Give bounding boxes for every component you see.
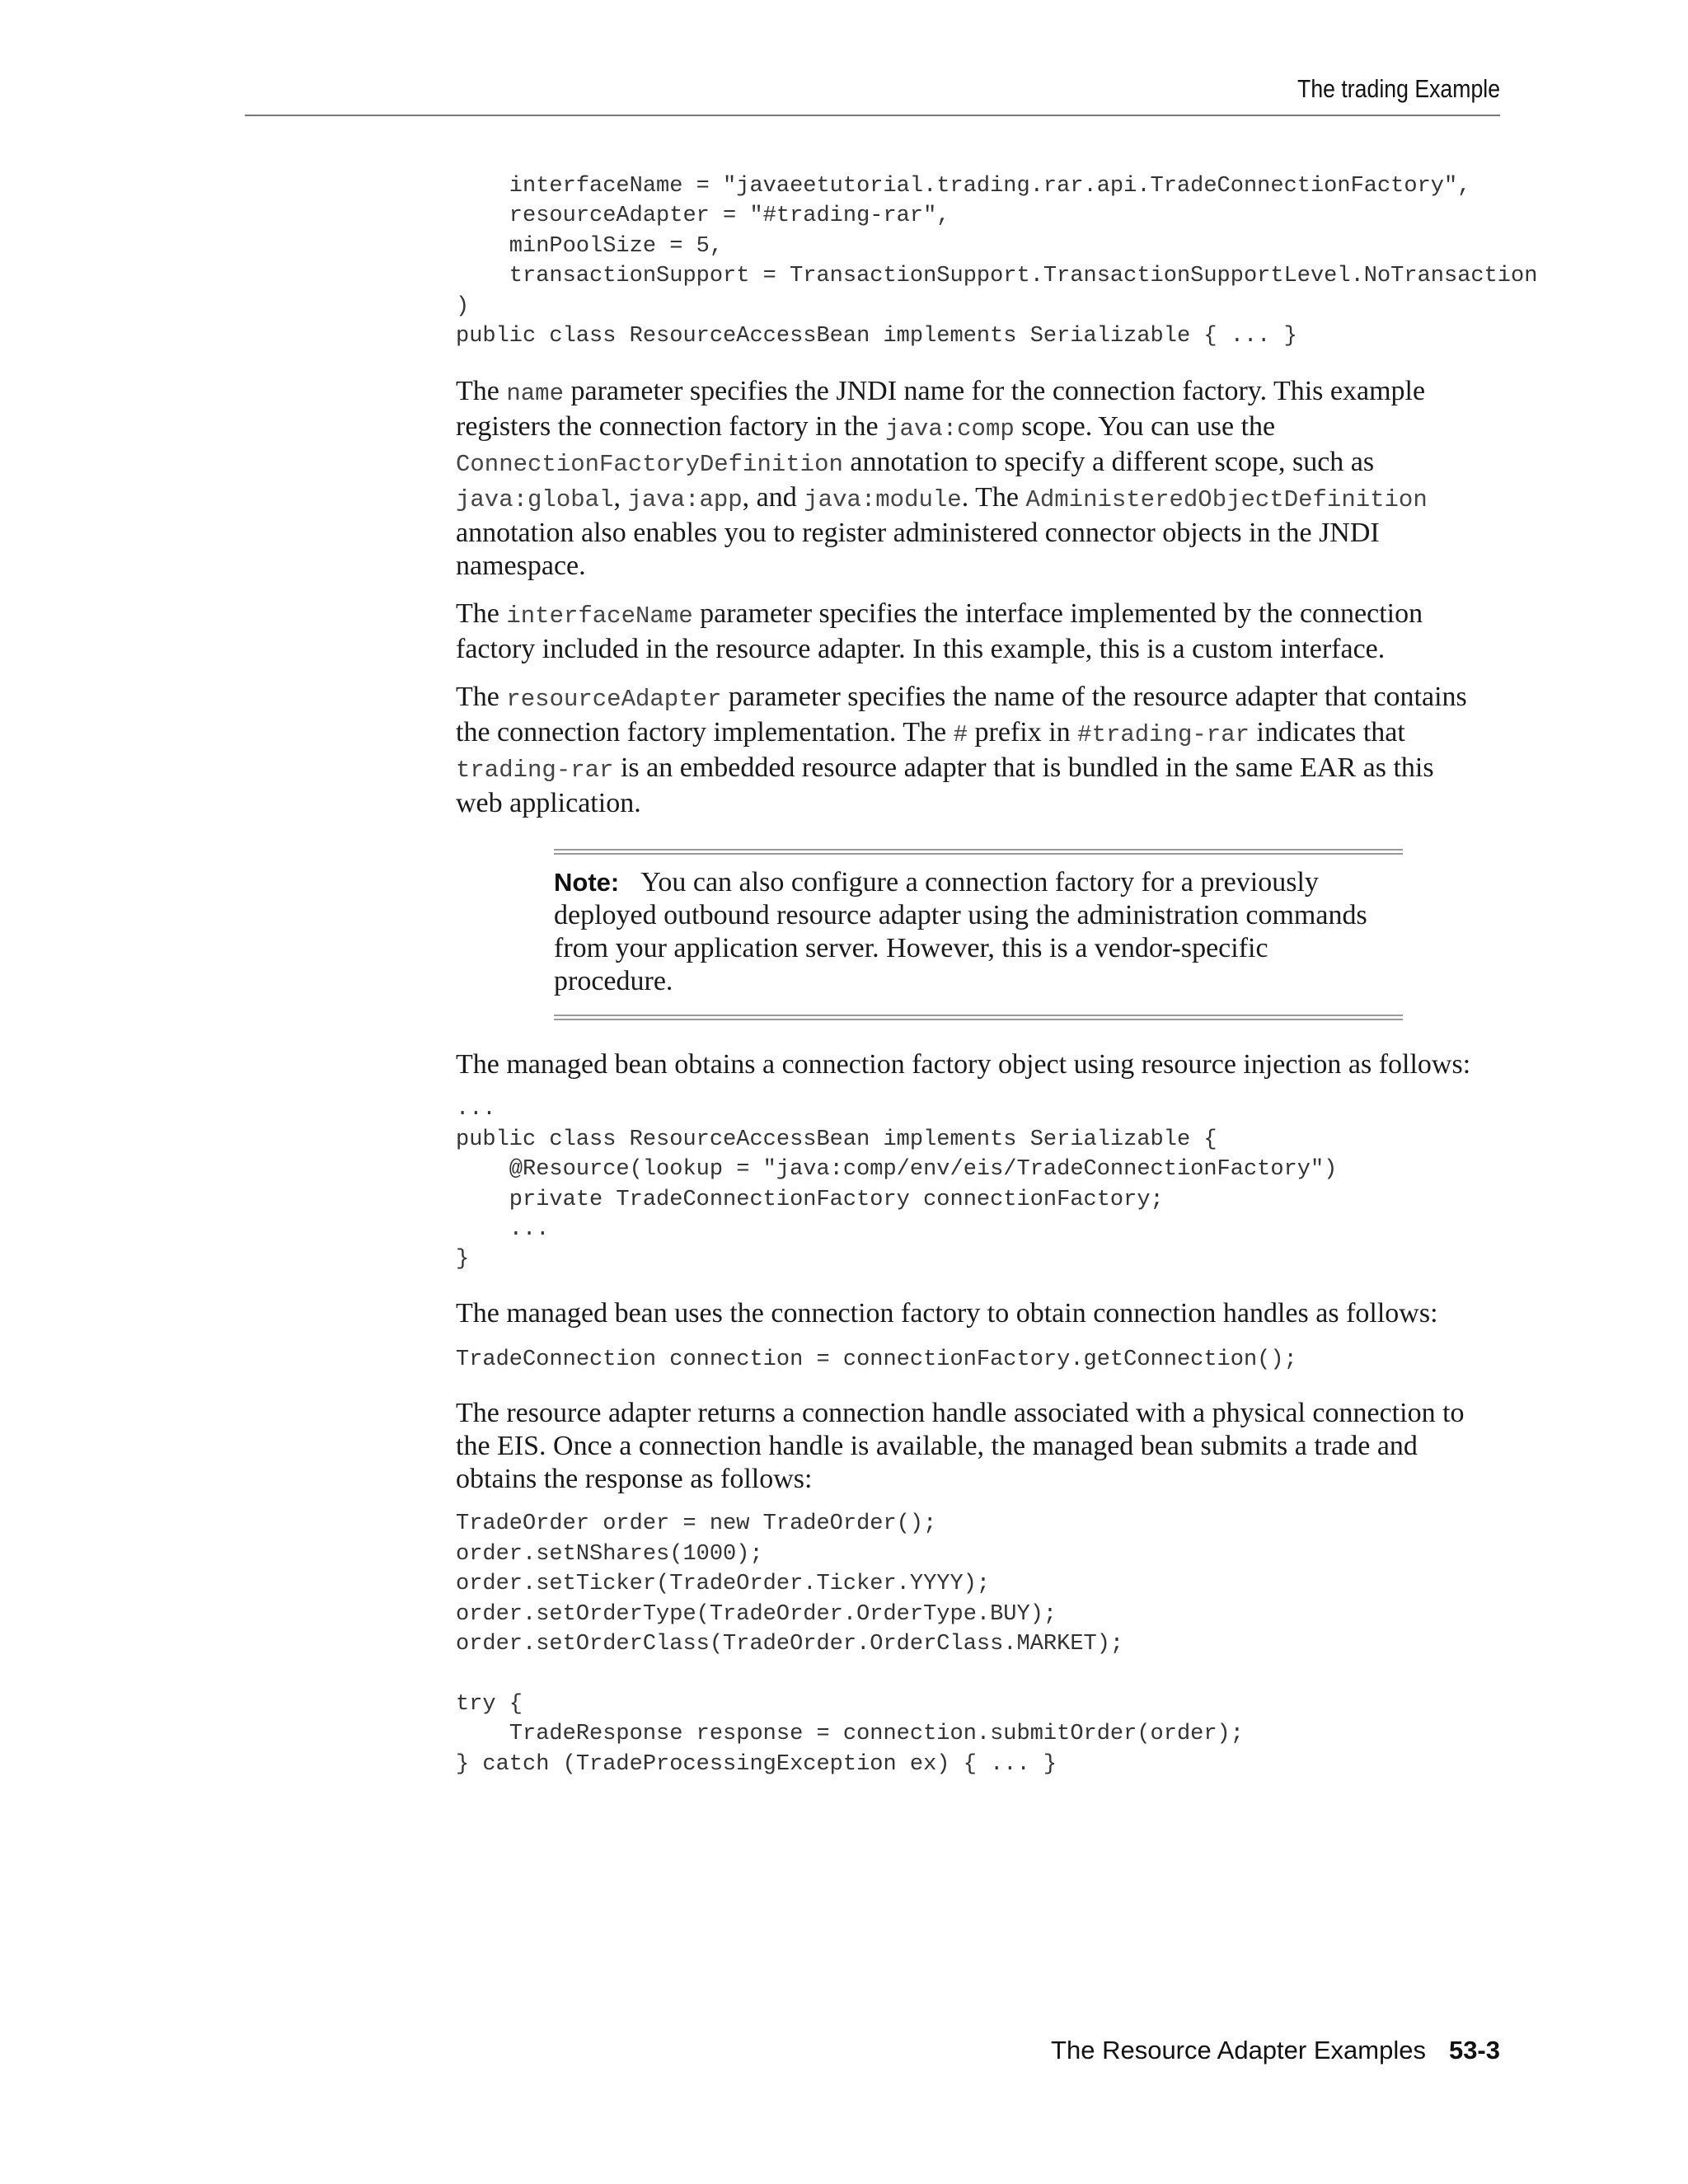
running-footer <box>1051 2036 1500 2065</box>
running-header-title: The trading Example <box>1296 74 1500 103</box>
note-box <box>554 849 1403 1020</box>
paragraph-connection-handles: The managed bean uses the connection factory to obtain connection handles as follows: <box>456 1297 1438 1329</box>
note-body <box>554 855 1378 998</box>
code-block-connection-factory-definition: interfaceName = "javaeetutorial.trading.rar.api.TradeConnectionFactory", resourceAdapter = "#trading-rar", minPoolSize = 5, transactionSupport = TransactionSupport.TransactionSupportLevel.NoTransaction ) public class ResourceAccessBean implements Serializable { ... } <box>456 174 1538 349</box>
note-bottom-rule <box>554 1015 1403 1020</box>
page-content <box>456 171 1538 1779</box>
paragraph-name-parameter: The name parameter specifies the JNDI name for the connection factory. This example registers the connection factory in the java:comp scope. You can use the ConnectionFactoryDefinition annotation to specify a different scope, such as java:global, java:app, and java:module. The AdministeredObjectDefinition annotation also enables you to register administered connector objects in the JNDI namespace. <box>456 376 1428 582</box>
paragraph-submit-trade: The resource adapter returns a connection handle associated with a physical connection to the EIS. Once a connection handle is available, the managed bean submits a trade and obtains the response as follows: <box>456 1398 1465 1495</box>
code-block-resource-injection: ... public class ResourceAccessBean implements Serializable { @Resource(lookup = "java:comp/env/eis/TradeConnectionFactory") private TradeConnectionFactory connectionFactory; ... } <box>456 1097 1338 1272</box>
code-block-get-connection: TradeConnection connection = connectionFactory.getConnection(); <box>456 1347 1297 1372</box>
note-top-rule <box>554 849 1403 855</box>
note-label: Note: <box>554 868 620 898</box>
page-number: 53-3 <box>1448 2036 1500 2064</box>
footer-section-title: The Resource Adapter Examples <box>1051 2036 1426 2064</box>
paragraph-resourceadapter-parameter: The resourceAdapter parameter specifies the name of the resource adapter that contains the connection factory implementation. The # prefix in #trading-rar indicates that trading-rar is an embedded resource adapter that is bundled in the same EAR as this web application. <box>456 682 1467 819</box>
code-block-submit-order: TradeOrder order = new TradeOrder(); order.setNShares(1000); order.setTicker(TradeOrder.Ticker.YYYY); order.setOrderType(TradeOrder.OrderType.BUY); order.setOrderClass(TradeOrder.OrderClass.MARKET); try { TradeResponse response = connection.submitOrder(order); } catch (TradeProcessingException ex) { ... } <box>456 1511 1244 1777</box>
note-text: You can also configure a connection factory for a previously deployed outbound resource adapter using the administration commands from your application server. However, this is a vendor-specific procedure. <box>554 867 1367 997</box>
paragraph-resource-injection: The managed bean obtains a connection factory object using resource injection as follows: <box>456 1049 1471 1080</box>
paragraph-interfacename-parameter: The interfaceName parameter specifies the interface implemented by the connection factory included in the resource adapter. In this example, this is a custom interface. <box>456 598 1423 665</box>
header-rule <box>245 115 1500 116</box>
